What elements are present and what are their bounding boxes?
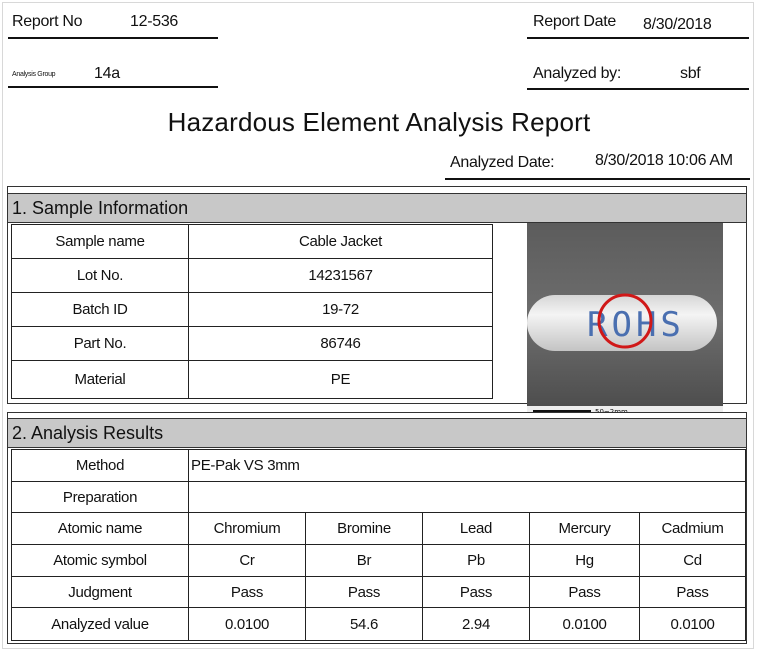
atomic-symbol-cell: Hg: [530, 545, 640, 577]
judgment-cell: Pass: [530, 577, 640, 608]
preparation-label: Preparation: [12, 482, 189, 513]
judgment-cell: Pass: [640, 577, 746, 608]
table-row: [12, 361, 493, 399]
method-label: Method: [12, 450, 189, 482]
atomic-name-label: Atomic name: [12, 513, 189, 545]
analysis-group-value: 14a: [94, 65, 120, 82]
analyzed-by-rule: [527, 88, 749, 90]
table-row: [12, 327, 493, 361]
table-row: [12, 225, 493, 259]
sample-name-label: Sample name: [12, 225, 189, 259]
analyzed-value-cell: 0.0100: [640, 608, 746, 641]
judgment-label: Judgment: [12, 577, 189, 608]
material-value: PE: [189, 361, 493, 399]
table-row: [12, 450, 746, 482]
table-row: [12, 482, 746, 513]
analyzed-value-cell: 2.94: [423, 608, 530, 641]
analyzed-date-rule: [445, 178, 750, 180]
jacket-print: ROHS: [587, 305, 685, 345]
report-date-value: 8/30/2018: [643, 16, 712, 33]
part-no-value: 86746: [189, 327, 493, 361]
analyzed-value-label: Analyzed value: [12, 608, 189, 641]
analysis-results-title: 2. Analysis Results: [8, 418, 746, 448]
lot-no-value: 14231567: [189, 259, 493, 293]
report-no-value: 12-536: [130, 13, 179, 30]
judgment-cell: Pass: [189, 577, 306, 608]
atomic-symbol-label: Atomic symbol: [12, 545, 189, 577]
judgment-cell: Pass: [306, 577, 423, 608]
sample-photo: [527, 223, 723, 416]
report-date-rule: [527, 37, 749, 39]
atomic-symbol-cell: Br: [306, 545, 423, 577]
analysis-group-rule: [8, 86, 218, 88]
preparation-value: [189, 482, 746, 513]
analyzed-value-cell: 0.0100: [530, 608, 640, 641]
judgment-cell: Pass: [423, 577, 530, 608]
report-title: Hazardous Element Analysis Report: [167, 107, 591, 137]
atomic-name-cell: Mercury: [530, 513, 640, 545]
atomic-name-cell: Cadmium: [640, 513, 746, 545]
table-row: [12, 259, 493, 293]
analyzed-value-cell: 0.0100: [189, 608, 306, 641]
analyzed-date-value: 8/30/2018 10:06 AM: [595, 152, 733, 169]
analysis-results-table: [11, 449, 746, 641]
batch-id-label: Batch ID: [12, 293, 189, 327]
report-no-label: Report No: [12, 13, 83, 30]
analyzed-value-cell: 54.6: [306, 608, 423, 641]
table-row: [12, 545, 746, 577]
table-row: [12, 577, 746, 608]
table-row: [12, 513, 746, 545]
analysis-group-label: Analysis Group: [12, 71, 56, 78]
atomic-symbol-cell: Pb: [423, 545, 530, 577]
analyzed-by-value: sbf: [680, 65, 701, 82]
atomic-name-cell: Chromium: [189, 513, 306, 545]
lot-no-label: Lot No.: [12, 259, 189, 293]
table-row: [12, 293, 493, 327]
sample-photo-image: [527, 223, 723, 416]
sample-name-value: Cable Jacket: [189, 225, 493, 259]
batch-id-value: 19-72: [189, 293, 493, 327]
part-no-label: Part No.: [12, 327, 189, 361]
sample-info-table: [11, 224, 493, 399]
method-value: PE-Pak VS 3mm: [189, 450, 746, 482]
material-label: Material: [12, 361, 189, 399]
report-no-rule: [8, 37, 218, 39]
analyzed-by-label: Analyzed by:: [533, 65, 622, 82]
atomic-name-cell: Lead: [423, 513, 530, 545]
atomic-symbol-cell: Cr: [189, 545, 306, 577]
atomic-symbol-cell: Cd: [640, 545, 746, 577]
table-row: [12, 608, 746, 641]
analyzed-date-label: Analyzed Date:: [450, 154, 555, 171]
sample-info-title: 1. Sample Information: [8, 193, 746, 223]
report-date-label: Report Date: [533, 13, 616, 30]
atomic-name-cell: Bromine: [306, 513, 423, 545]
